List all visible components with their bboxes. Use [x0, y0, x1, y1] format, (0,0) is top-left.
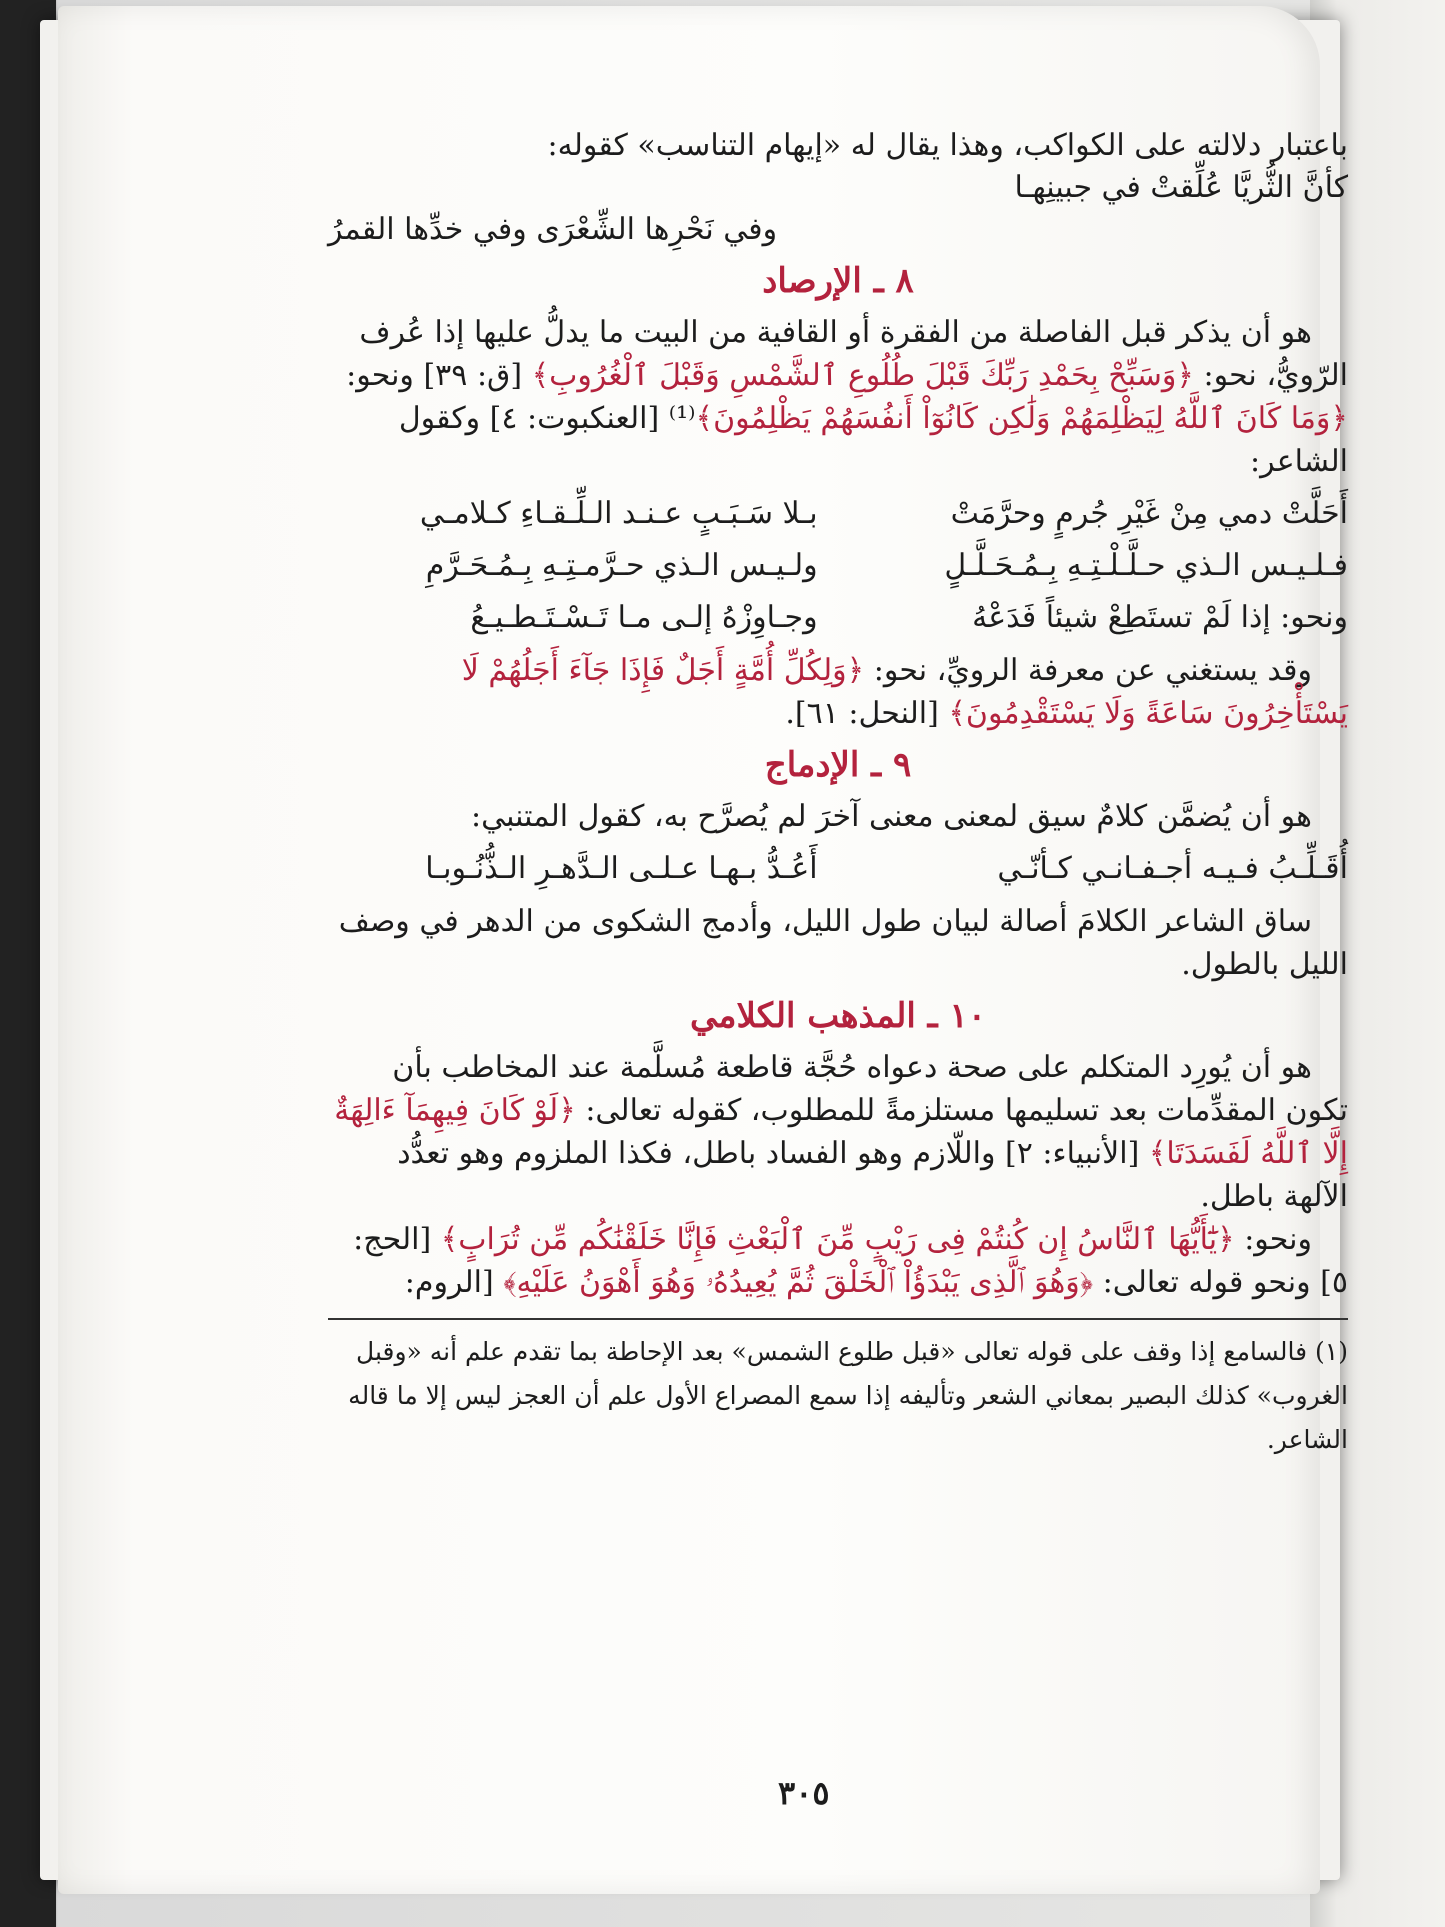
- text-run: وقد يستغني عن معرفة الرويِّ، نحو:: [864, 653, 1312, 688]
- intro-line: باعتبار دلالته على الكواكب، وهذا يقال له «إيهام التناسب» كقوله:: [547, 128, 1348, 163]
- quran-quote: ﴿يَٰٓأَيُّهَا ٱلنَّاسُ إِن كُنتُمْ فِى رَيْبٍ مِّنَ ٱلْبَعْثِ فَإِنَّا خَلَقْنَٰكُم مِّن تُرَابٍ﴾: [440, 1222, 1235, 1257]
- section-heading: ١٠ ـ المذهب الكلامي: [689, 996, 987, 1036]
- text-run: هو أن يذكر قبل الفاصلة من الفقرة أو القافية من البيت ما يدلُّ عليها إذا عُرف الرّويُّ، نحو:: [359, 315, 1348, 393]
- verse-second-hemistich: ولـيـس الـذي حـرَّمـتِـهِ بِـمُـحَـرَّمِ: [425, 548, 818, 583]
- quran-quote: ﴿لَوْ كَانَ فِيهِمَآ ءَالِهَةٌ إِلَّا ٱللَّهُ لَفَسَدَتَا﴾: [334, 1093, 1348, 1171]
- quran-quote: ﴿وَهُوَ ٱلَّذِى يَبْدَؤُاْ ٱلْخَلْقَ ثُمَّ يُعِيدُهُۥ وَهُوَ أَهْوَنُ عَلَيْهِ﴾: [503, 1265, 1094, 1300]
- verse-first-hemistich: أَحَلَّتْ دمي مِنْ غَيْرِ جُرمٍ وحرَّمَتْ: [950, 496, 1348, 531]
- text-run: [الحج: ٥] ونحو قوله تعالى:: [353, 1222, 1348, 1300]
- text-run: [الروم:: [404, 1265, 504, 1300]
- poem-verse: [328, 848, 1348, 890]
- quran-quote: ﴿وَمَا كَانَ ٱللَّهُ لِيَظْلِمَهُمْ وَلَٰكِن كَانُوٓاْ أَنفُسَهُمْ يَظْلِمُونَ﴾: [695, 401, 1348, 436]
- verse-second-hemistich: وجـاوِزْهُ إلـى مـا تَـسْـتَـطـيـعُ: [470, 600, 818, 635]
- page-content: [328, 124, 1348, 1814]
- text-run: ⁽¹⁾ [العنكبوت: ٤] وكقول الشاعر:: [398, 401, 1348, 479]
- book-page: [58, 6, 1348, 1894]
- section-paragraph: هو أن يُضمَّن كلامٌ سيق لمعنى معنى آخرَ لم يُصرَّح به، كقول المتنبي:: [470, 799, 1312, 834]
- section-heading: ٩ ـ الإدماج: [764, 745, 912, 785]
- verse-second-hemistich: وفي نَحْرِها الشِّعْرَى وفي خدِّها القمرُ: [328, 212, 778, 247]
- text-run: [ق: ٣٩] ونحو:: [346, 358, 532, 393]
- footnote-divider: [328, 1318, 1348, 1320]
- text-run: [النحل: ٦١].: [785, 696, 949, 731]
- verse-second-hemistich: أَعُـدُّ بـهـا عـلـى الـدَّهـرِ الـذُّنُـوبـا: [425, 851, 818, 886]
- verse-first-hemistich: أُقَـلِّـبُ فـيـه أجـفـانـي كـأنّـي: [997, 851, 1348, 886]
- section-paragraph: [328, 1046, 1348, 1218]
- quran-quote: ﴿وَلِكُلِّ أُمَّةٍ أَجَلٌ فَإِذَا جَآءَ أَجَلُهُمْ لَا يَسْتَأْخِرُونَ سَاعَةً وَلَا يَسْتَقْدِمُونَ﴾: [461, 653, 1348, 731]
- section-paragraph: ساق الشاعر الكلامَ أصالة لبيان طول الليل، وأدمج الشكوى من الدهر في وصف الليل بالطول.: [338, 904, 1348, 982]
- footnote-text: فالسامع إذا وقف على قوله تعالى «قبل طلوع الشمس» بعد الإحاطة بما تقدم علم أنه «وقبل الغروب» كذلك البصير بمعاني الشعر وتأليفه إذا سمع المصراع الأول علم أن العجز ليس إلا ما قاله الشاعر.: [348, 1337, 1348, 1454]
- poem-verse: [328, 597, 1348, 639]
- footnote: [328, 1330, 1348, 1462]
- footnote-marker: (١): [1315, 1337, 1348, 1366]
- verse-first-hemistich: ونحو: إذا لَمْ تستَطِعْ شيئاً فَدَعْهُ: [972, 600, 1348, 635]
- verse-second-hemistich: بـلا سَـبَـبٍ عـنـد الـلِّـقـاءِ كـلامـي: [419, 496, 818, 531]
- intro-verse: [328, 167, 1348, 251]
- text-run: ونحو:: [1234, 1222, 1312, 1257]
- poem-verse: [328, 545, 1348, 587]
- page-number: ٣٠٥: [778, 1774, 830, 1812]
- section-paragraph: [328, 649, 1348, 735]
- section-paragraph: [328, 1218, 1348, 1304]
- verse-first-hemistich: فـلـيـس الـذي حـلَّـلْـتِـهِ بِـمُـحَـلَّـلٍ: [944, 548, 1348, 583]
- text-run: هو أن يُورِد المتكلم على صحة دعواه حُجَّة قاطعة مُسلَّمة عند المخاطب بأن تكون المقدِّمات بعد تسليمها مستلزمةً للمطلوب، كقوله تعالى:: [392, 1050, 1348, 1128]
- text-run: [الأنبياء: ٢] واللّازم وهو الفساد باطل، فكذا الملزوم وهو تعدُّد الآلهة باطل.: [397, 1136, 1348, 1214]
- verse-first-hemistich: كأنَّ الثُّريَّا عُلِّقتْ في جبينِهـا: [1014, 170, 1348, 205]
- quran-quote: ﴿وَسَبِّحْ بِحَمْدِ رَبِّكَ قَبْلَ طُلُوعِ ٱلشَّمْسِ وَقَبْلَ ٱلْغُرُوبِ﴾: [531, 358, 1194, 393]
- section-heading: ٨ ـ الإرصاد: [762, 261, 914, 301]
- section-paragraph: [328, 311, 1348, 483]
- poem-verse: [328, 493, 1348, 535]
